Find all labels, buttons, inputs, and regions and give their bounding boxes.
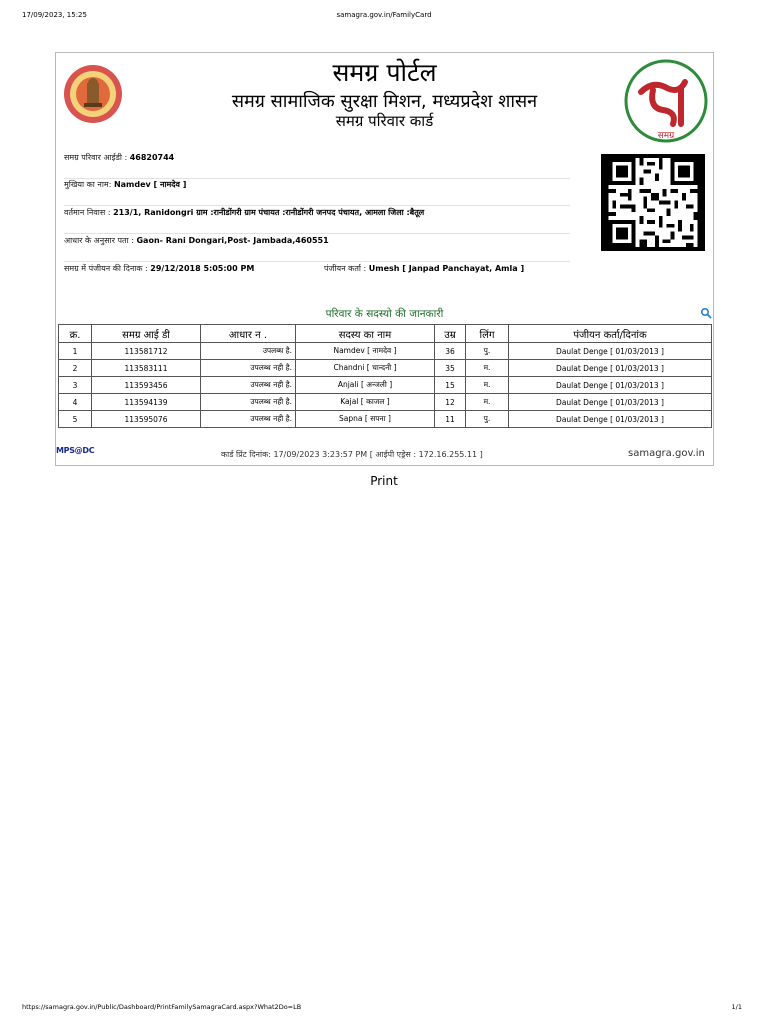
browser-footer-url: https://samagra.gov.in/Public/Dashboard/PrintFamilySamagraCard.aspx?What2Do=LB: [22, 1003, 302, 1011]
address-value: 213/1, Ranidongri ग्राम :रानीडोंगरी ग्राम पंचायत :रानीडोंगरी जनपद पंचायत, आमला जिला :बैतूल: [113, 208, 425, 217]
head-name-row: [64, 178, 570, 206]
member-registrar: Daulat Denge [ 01/03/2013 ]: [509, 377, 712, 394]
column-header-serial: क्र.: [59, 325, 92, 343]
member-age: 36: [435, 343, 466, 360]
member-gender: पु.: [466, 343, 509, 360]
member-age: 35: [435, 360, 466, 377]
qr-code-icon: [607, 158, 699, 247]
member-aadhaar-status: उपलब्ध नही है.: [201, 377, 296, 394]
search-icon[interactable]: [700, 307, 712, 319]
member-serial: 4: [59, 394, 92, 411]
member-registrar: Daulat Denge [ 01/03/2013 ]: [509, 394, 712, 411]
registrar-block: [324, 262, 524, 276]
member-name: Namdev [ नामदेव ]: [296, 343, 435, 360]
aadhaar-address-value: Gaon- Rani Dongari,Post- Jambada,460551: [136, 236, 329, 245]
member-gender: पु.: [466, 411, 509, 428]
members-section-title: परिवार के सदस्यो की जानकारी: [325, 308, 444, 320]
family-id-label: समग्र परिवार आईडी :: [64, 153, 128, 162]
aadhaar-address-label: आधार के अनुसार पता :: [64, 236, 134, 245]
table-row: [59, 394, 712, 411]
table-row: [59, 411, 712, 428]
member-samagra-id: 113593456: [92, 377, 201, 394]
column-header-samagra-id: समग्र आई डी: [92, 325, 201, 343]
samagra-logo-icon: [623, 58, 709, 144]
address-row: [64, 206, 570, 234]
column-header-registrar: पंजीयन कर्ता/दिनांक: [509, 325, 712, 343]
member-registrar: Daulat Denge [ 01/03/2013 ]: [509, 343, 712, 360]
member-age: 11: [435, 411, 466, 428]
members-table-header: [59, 325, 712, 343]
logo-caption: समग्र: [657, 131, 675, 141]
member-serial: 1: [59, 343, 92, 360]
family-id-value: 46820744: [129, 153, 175, 162]
member-samagra-id: 113581712: [92, 343, 201, 360]
portal-title: समग्र पोर्टल: [332, 58, 437, 87]
member-samagra-id: 113583111: [92, 360, 201, 377]
member-age: 15: [435, 377, 466, 394]
member-gender: म.: [466, 360, 509, 377]
registration-row: [64, 262, 570, 289]
table-row: [59, 360, 712, 377]
member-gender: म.: [466, 377, 509, 394]
address-label: वर्तमान निवास :: [64, 208, 111, 217]
member-name: Chandni [ चान्दनी ]: [296, 360, 435, 377]
member-samagra-id: 113595076: [92, 411, 201, 428]
member-serial: 2: [59, 360, 92, 377]
mission-subtitle: समग्र सामाजिक सुरक्षा मिशन, मध्यप्रदेश शासन: [231, 91, 538, 112]
column-header-aadhaar: आधार न .: [201, 325, 296, 343]
registrar-label: पंजीयन कर्ता :: [324, 264, 367, 273]
member-registrar: Daulat Denge [ 01/03/2013 ]: [509, 360, 712, 377]
family-qr-code: [601, 154, 705, 251]
aadhaar-address-row: [64, 234, 570, 262]
member-aadhaar-status: उपलब्ध नही है.: [201, 360, 296, 377]
mpsedc-logo: MPS@DC: [56, 446, 95, 455]
card-print-info: कार्ड प्रिंट दिनांक: 17/09/2023 3:23:57 PM [ आईपी एड्रेस : 172.16.255.11 ]: [221, 450, 483, 459]
member-gender: म.: [466, 394, 509, 411]
member-serial: 3: [59, 377, 92, 394]
member-name: Sapna [ सपना ]: [296, 411, 435, 428]
member-aadhaar-status: उपलब्ध नही है.: [201, 411, 296, 428]
column-header-age: उम्र: [435, 325, 466, 343]
head-name-label: मुखिया का नाम:: [64, 180, 112, 189]
head-name-value: Namdev [ नामदेव ]: [113, 180, 187, 189]
member-samagra-id: 113594139: [92, 394, 201, 411]
registration-date-value: 29/12/2018 5:05:00 PM: [150, 264, 255, 273]
member-aadhaar-status: उपलब्ध नही है.: [201, 394, 296, 411]
table-row: [59, 343, 712, 360]
member-name: Kajal [ काजल ]: [296, 394, 435, 411]
member-name: Anjali [ अन्जली ]: [296, 377, 435, 394]
registration-date-label: समग्र में पंजीयन की दिनाक :: [64, 264, 148, 273]
table-row: [59, 377, 712, 394]
print-button[interactable]: Print: [370, 474, 398, 488]
family-card: [55, 52, 714, 466]
member-aadhaar-status: उपलब्ध है.: [201, 343, 296, 360]
card-title: समग्र परिवार कार्ड: [335, 112, 434, 130]
member-serial: 5: [59, 411, 92, 428]
member-registrar: Daulat Denge [ 01/03/2013 ]: [509, 411, 712, 428]
members-table: [58, 324, 712, 428]
site-name: samagra.gov.in: [628, 448, 705, 459]
family-id-row: [64, 151, 570, 179]
column-header-gender: लिंग: [466, 325, 509, 343]
member-age: 12: [435, 394, 466, 411]
registrar-value: Umesh [ Janpad Panchayat, Amla ]: [368, 264, 525, 273]
browser-print-datetime: 17/09/2023, 15:25: [22, 11, 87, 19]
column-header-member-name: सदस्य का नाम: [296, 325, 435, 343]
page-number: 1/1: [731, 1003, 742, 1011]
browser-print-url: samagra.gov.in/FamilyCard: [336, 11, 432, 19]
